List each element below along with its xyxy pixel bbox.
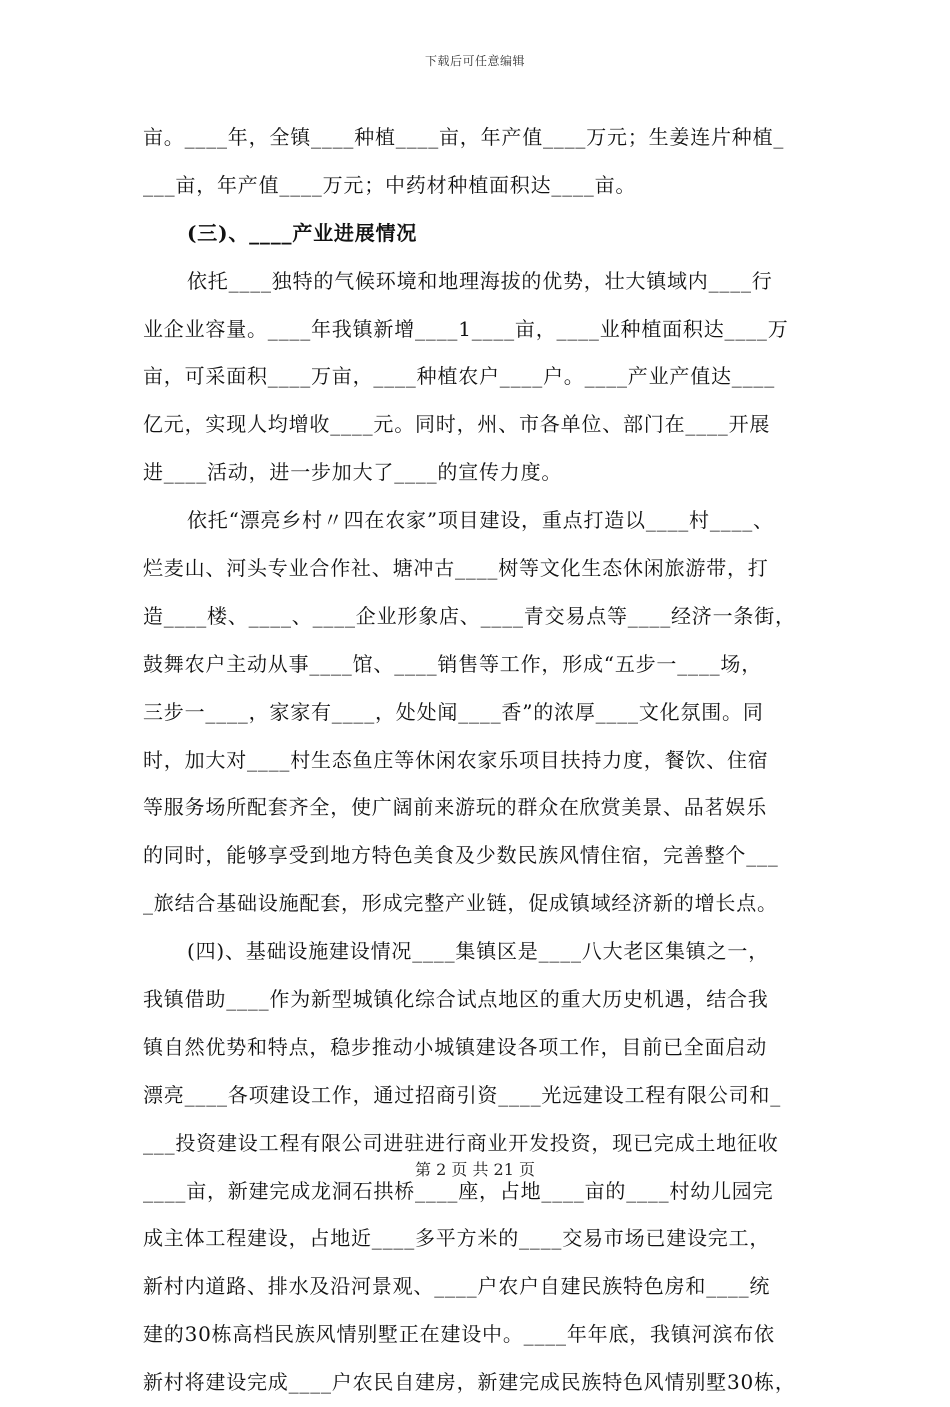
body-line: 镇自然优势和特点，稳步推动小城镇建设各项工作，目前已全面启动: [143, 1034, 767, 1059]
body-line: 烂麦山、河头专业合作社、塘冲古____树等文化生态休闲旅游带，打: [143, 556, 769, 581]
section-heading: (三)、____产业进展情况: [187, 220, 418, 245]
body-line: 鼓舞农户主动从事____馆、____销售等工作，形成“五步一____场，: [143, 651, 763, 676]
body-line: 依托“漂亮乡村〃四在农家”项目建设，重点打造以____村____、: [187, 508, 774, 533]
body-line: 三步一____，家家有____，处处闻____香”的浓厚____文化氛围。同: [143, 699, 764, 724]
body-line: 等服务场所配套齐全，使广阔前来游玩的群众在欣赏美景、品茗娱乐: [143, 795, 767, 820]
body-line: 亩，可采面积____万亩，____种植农户____户。____产业产值达____: [143, 364, 775, 389]
body-line: 业企业容量。____年我镇新增____1____亩，____业种植面积达____万: [143, 316, 789, 341]
body-line: 我镇借助____作为新型城镇化综合试点地区的重大历史机遇，结合我: [143, 987, 769, 1012]
body-line: 依托____独特的气候环境和地理海拔的优势，壮大镇域内____行: [187, 268, 773, 293]
body-line: 新村内道路、排水及沿河景观、____户农户自建民族特色房和____统: [143, 1274, 771, 1299]
body-line: ___亩，年产值____万元；中药材种植面积达____亩。: [143, 172, 637, 197]
page-footer: 第 2 页 共 21 页: [415, 1160, 535, 1179]
page-header: 下载后可任意编辑: [424, 54, 525, 68]
body-line: ___投资建设工程有限公司进驻进行商业开发投资，现已完成土地征收: [143, 1130, 779, 1155]
body-line: 建的30栋高档民族风情别墅正在建设中。____年年底，我镇河滨布依: [143, 1322, 775, 1347]
body-line: 亿元，实现人均增收____元。同时，州、市各单位、部门在____开展: [143, 412, 771, 437]
section-heading: (四)、基础设施建设情况____集镇区是____八大老区集镇之一，: [187, 939, 770, 964]
document-body: [143, 114, 815, 1407]
body-line: 成主体工程建设，占地近____多平方米的____交易市场已建设完工，: [143, 1226, 771, 1251]
body-line: 造____楼、____、____企业形象店、____青交易点等____经济一条街，: [143, 603, 796, 628]
body-line: 进____活动，进一步加大了____的宣传力度。: [143, 460, 563, 485]
body-line: 漂亮____各项建设工作，通过招商引资____光远建设工程有限公司和_: [143, 1082, 781, 1107]
body-line: ____亩，新建完成龙洞石拱桥____座，占地____亩的____村幼儿园完: [143, 1178, 774, 1203]
body-line: 新村将建设完成____户农民自建房，新建完成民族特色风情别墅30栋，: [143, 1370, 796, 1395]
body-line: 的同时，能够享受到地方特色美食及少数民族风情住宿，完善整个___: [143, 843, 779, 868]
body-line: _旅结合基础设施配套，形成完整产业链，促成镇域经济新的增长点。: [143, 891, 778, 916]
body-line: 亩。____年，全镇____种植____亩，年产值____万元；生姜连片种植_: [143, 125, 785, 149]
body-line: 时，加大对____村生态鱼庄等休闲农家乐项目扶持力度，餐饮、住宿: [143, 747, 769, 772]
